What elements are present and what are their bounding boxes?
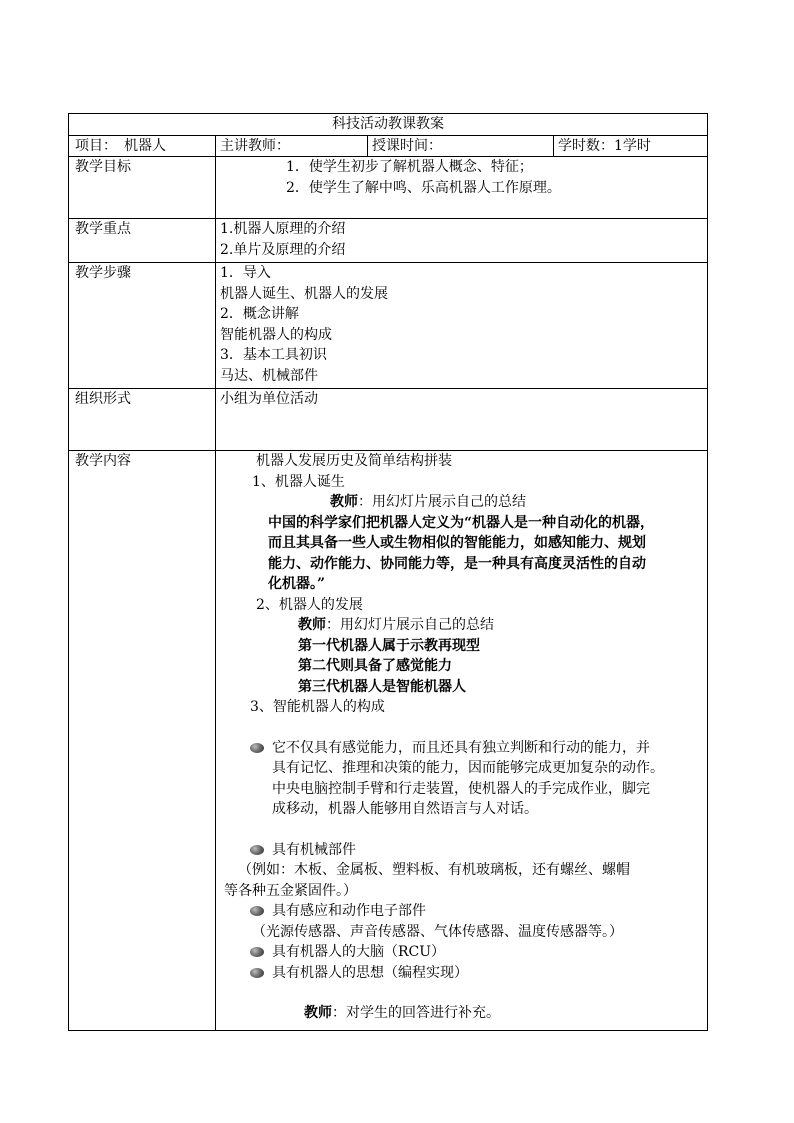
generation-item: 第二代则具备了感觉能力 (298, 658, 452, 674)
content-label: 教学内容 (69, 451, 216, 1031)
goal-item: 1．使学生初步了解机器人概念、特征； (286, 159, 533, 175)
steps-cell (216, 263, 708, 389)
step-item: 智能机器人的构成 (220, 326, 332, 343)
bullet-mechanical-parts: 具有机械部件 (220, 840, 703, 861)
bullet-icon (250, 947, 264, 957)
goals-cell (216, 157, 708, 219)
project-cell: 项目： 机器人 (69, 135, 216, 157)
lesson-plan-table (68, 113, 708, 1031)
content-heading: 机器人发展历史及简单结构拼装 (256, 453, 452, 469)
org-label: 组织形式 (69, 389, 216, 451)
key-item: 1.机器人原理的介绍 (220, 221, 346, 237)
section-3-heading: 3、智能机器人的构成 (250, 699, 385, 715)
key-item: 2.单片及原理的介绍 (220, 241, 346, 258)
content-cell (216, 451, 708, 1031)
step-item: 2．概念讲解 (220, 306, 299, 322)
bullet-brain: 具有机器人的大脑（RCU） (220, 942, 703, 963)
teacher-cell: 主讲教师： (216, 135, 368, 157)
section-2-heading: 2、机器人的发展 (256, 596, 363, 613)
goal-item: 2．使学生了解中鸣、乐高机器人工作原理。 (286, 179, 561, 196)
lesson-plan-document (68, 113, 707, 1031)
org-cell: 小组为单位活动 (216, 389, 708, 451)
document-title: 科技活动教课教案 (69, 114, 708, 136)
key-label: 教学重点 (69, 219, 216, 263)
teacher-label: 教师 (330, 494, 358, 510)
bullet-capabilities: 它不仅具有感觉能力，而且还具有独立判断和行动的能力，并 具有记忆、推理和决策的能力，因而能够完成更加复杂的动作。 中央电脑控制手臂和行走装置，使机器人的手完成作业，脚完 成移动，机器人能够用自然语言与人对话。 (220, 738, 703, 820)
generation-item: 第一代机器人属于示教再现型 (298, 637, 480, 654)
section-2-teacher-note: 教师：用幻灯片展示自己的总结 (298, 617, 494, 633)
mechanical-parts-detail: （例如：木板、金属板、塑料板、有机玻璃板，还有螺丝、螺帽 (238, 862, 630, 878)
electronic-parts-detail: （光源传感器、声音传感器、气体传感器、温度传感器等。） (252, 923, 623, 940)
bullet-electronic-parts: 具有感应和动作电子部件 (220, 901, 703, 922)
bullet-icon (250, 743, 264, 753)
step-item: 马达、机械部件 (220, 367, 318, 384)
robot-definition: 中国的科学家们把机器人定义为“机器人是一种自动化的机器， 而且其具备一些人或生物相似的智能能力，如感知能力、规划 能力、动作能力、协同能力等，是一种具有高度灵活性的自动 化机器。” (268, 514, 655, 592)
generation-item: 第三代机器人是智能机器人 (298, 678, 466, 695)
goals-label: 教学目标 (69, 157, 216, 219)
bullet-icon (250, 845, 264, 855)
section-1-heading: 1、机器人诞生 (252, 473, 345, 490)
teacher-label: 教师 (298, 617, 326, 633)
bullet-icon (250, 906, 264, 916)
section-1-teacher-note: 教师：用幻灯片展示自己的总结 (330, 494, 526, 510)
hours-cell: 学时数：1学时 (554, 135, 708, 157)
teacher-label: 教师 (304, 1005, 332, 1021)
key-cell (216, 219, 708, 263)
bullet-icon (250, 968, 264, 978)
bullet-programming: 具有机器人的思想（编程实现） (220, 963, 703, 984)
step-item: 1．导入 (220, 265, 271, 281)
mechanical-parts-detail: 等各种五金紧固件。） (224, 882, 357, 899)
generation-list (220, 636, 703, 698)
steps-label: 教学步骤 (69, 263, 216, 389)
final-teacher-note: 教师：对学生的回答进行补充。 (304, 1005, 500, 1021)
time-cell: 授课时间： (368, 135, 554, 157)
step-item: 机器人诞生、机器人的发展 (220, 285, 388, 302)
step-item: 3．基本工具初识 (220, 347, 327, 363)
